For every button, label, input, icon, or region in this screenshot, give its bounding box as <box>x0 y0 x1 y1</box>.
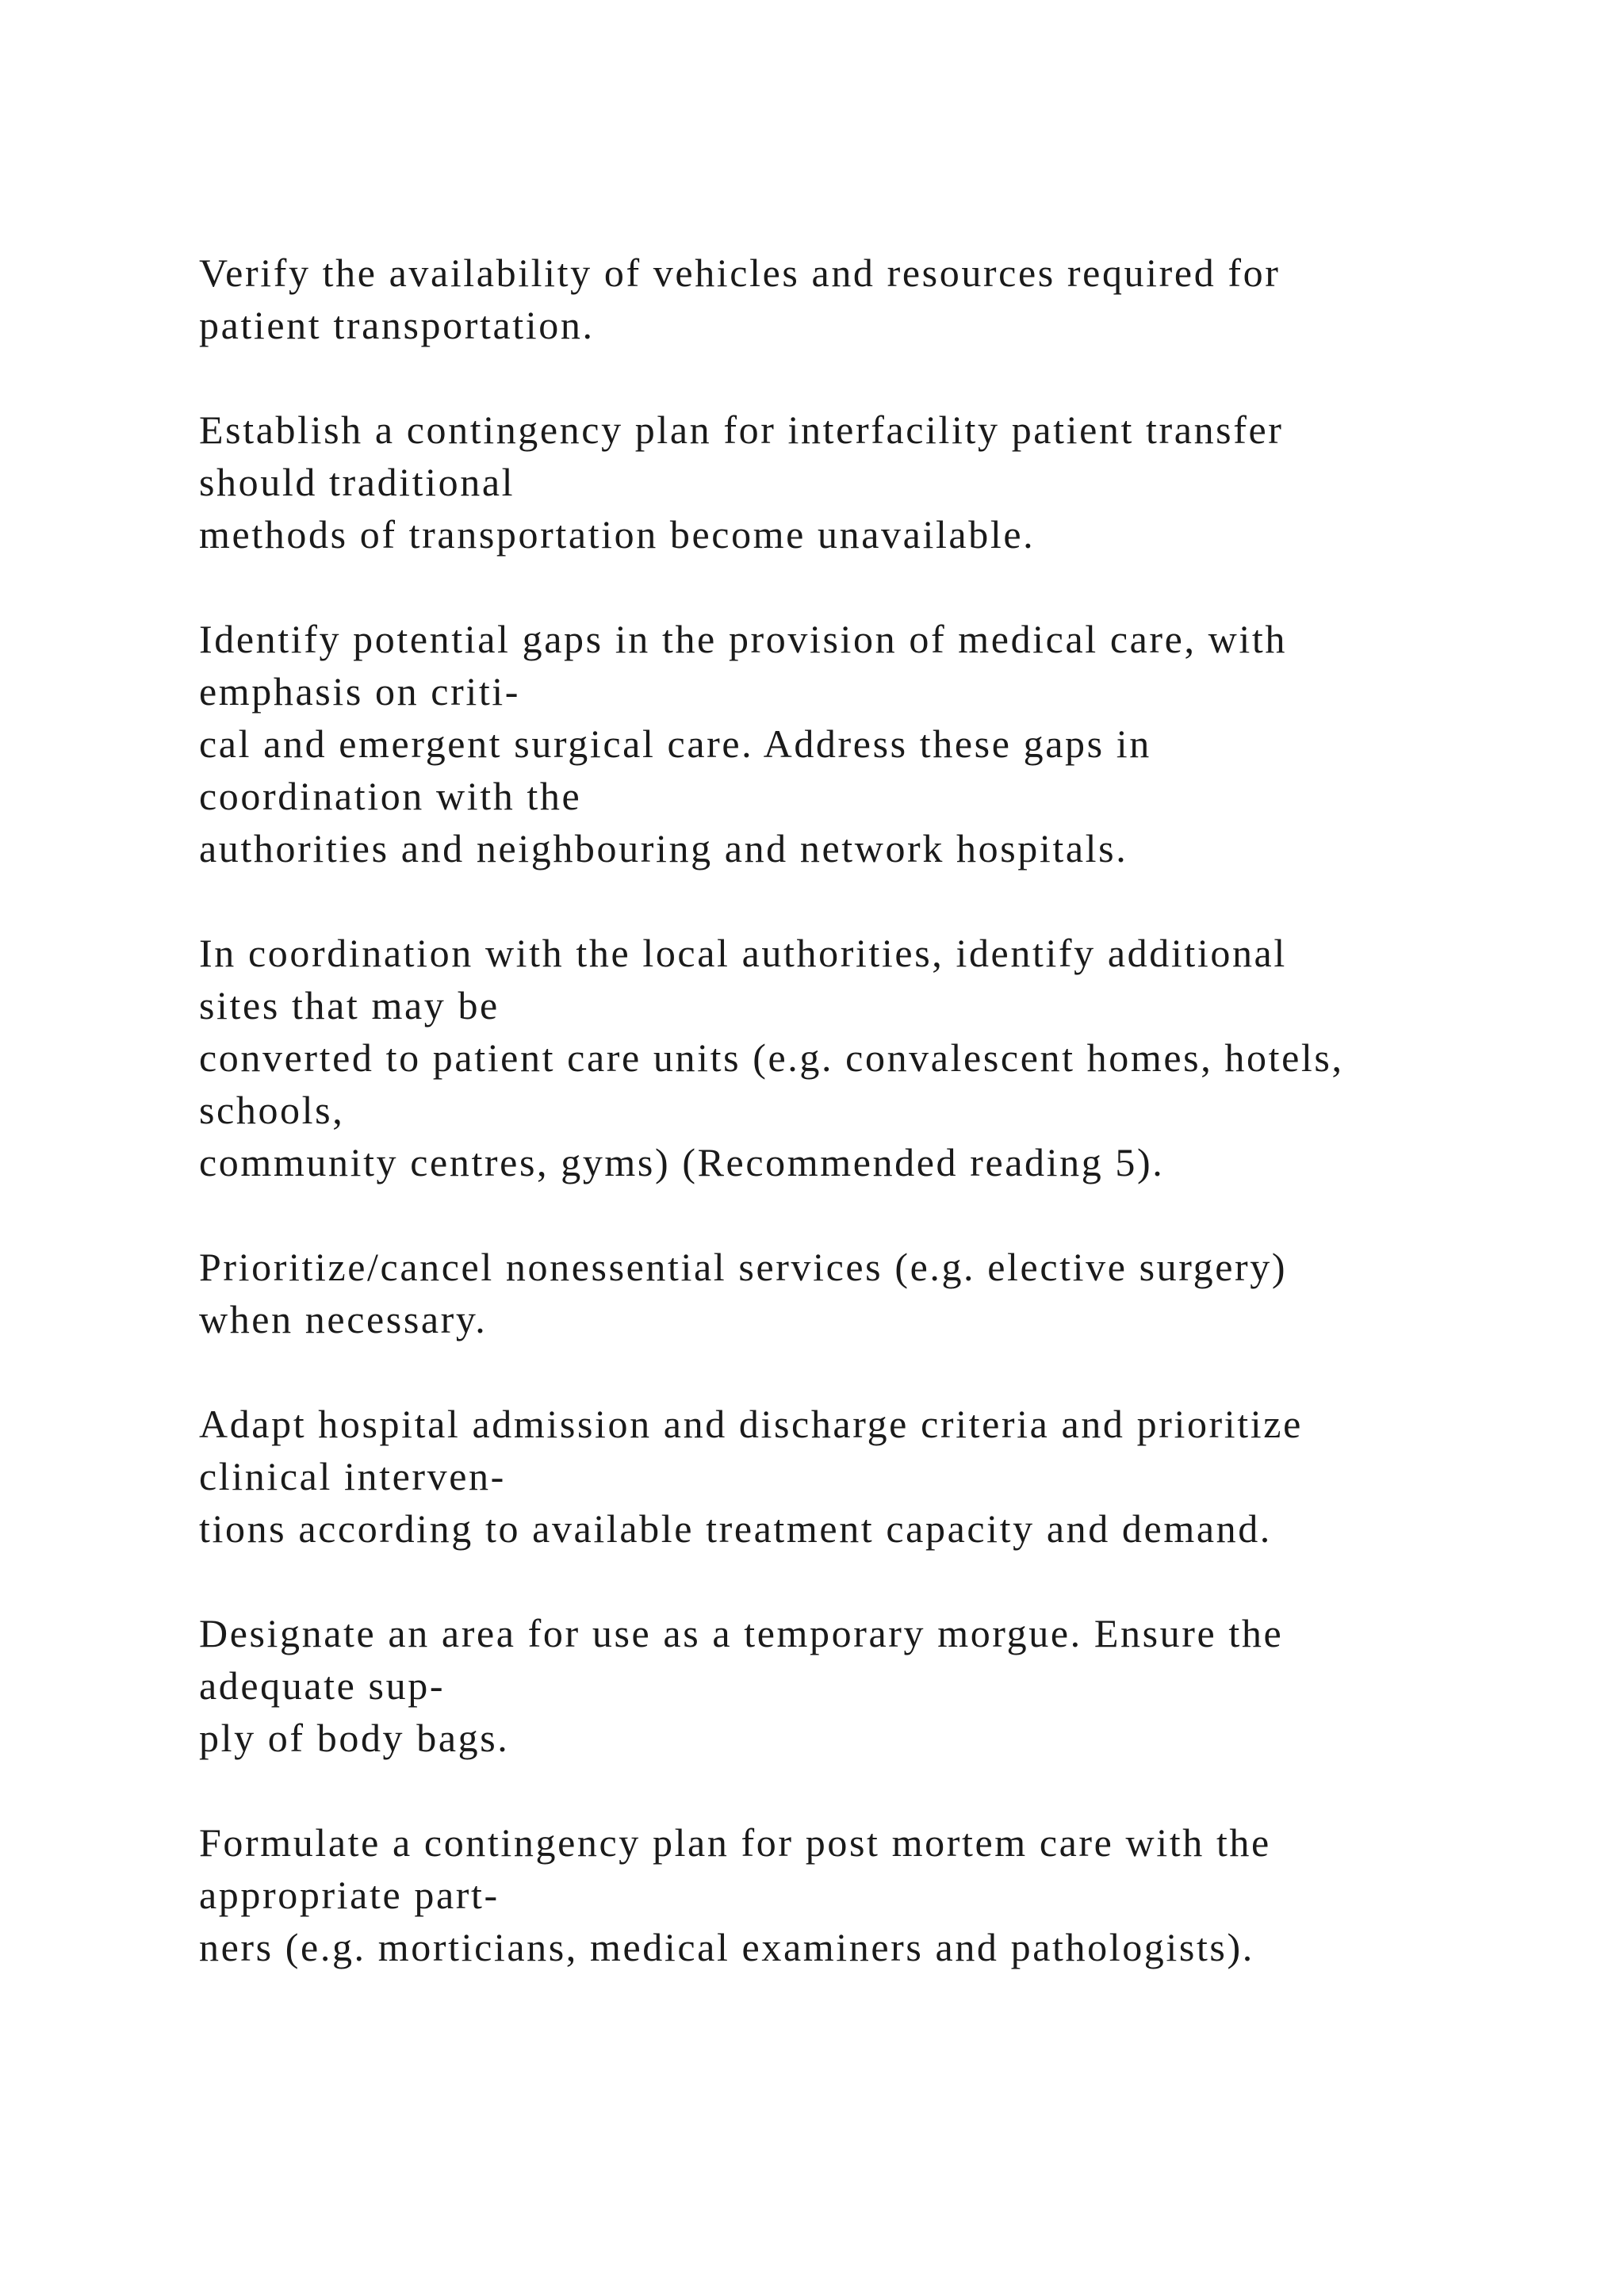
paragraph-temporary-morgue <box>199 1607 1547 1764</box>
paragraph-additional-sites <box>199 927 1547 1188</box>
paragraph-prioritize-services <box>199 1241 1547 1345</box>
text-line: schools, <box>199 1088 345 1132</box>
text-line: clinical interven- <box>199 1454 506 1498</box>
text-line: methods of transportation become unavailable. <box>199 512 1036 557</box>
text-line: Identify potential gaps in the provision of medical care, with <box>199 617 1287 661</box>
document-body <box>199 247 1547 2026</box>
text-line: Formulate a contingency plan for post mortem care with the <box>199 1820 1271 1865</box>
text-line: patient transportation. <box>199 303 595 347</box>
text-line: coordination with the <box>199 774 582 818</box>
text-line: should traditional <box>199 460 515 504</box>
text-line: authorities and neighbouring and network hospitals. <box>199 826 1128 871</box>
text-line: Verify the availability of vehicles and resources required for <box>199 251 1281 295</box>
text-line: Prioritize/cancel nonessential services (e.g. elective surgery) <box>199 1245 1288 1289</box>
text-line: converted to patient care units (e.g. convalescent homes, hotels, <box>199 1035 1344 1080</box>
text-line: community centres, gyms) (Recommended reading 5). <box>199 1140 1165 1184</box>
text-line: In coordination with the local authorities, identify additional <box>199 931 1287 975</box>
text-line: ners (e.g. morticians, medical examiners and pathologists). <box>199 1925 1254 1969</box>
text-line: tions according to available treatment capacity and demand. <box>199 1506 1272 1551</box>
text-line: Establish a contingency plan for interfacility patient transfer <box>199 408 1284 452</box>
text-line: ply of body bags. <box>199 1716 510 1760</box>
paragraph-care-gaps <box>199 613 1547 874</box>
text-line: appropriate part- <box>199 1873 500 1917</box>
text-line: Designate an area for use as a temporary morgue. Ensure the <box>199 1611 1284 1655</box>
text-line: emphasis on criti- <box>199 669 521 714</box>
text-line: adequate sup- <box>199 1663 446 1708</box>
text-line: cal and emergent surgical care. Address these gaps in <box>199 721 1151 766</box>
text-line: sites that may be <box>199 983 500 1027</box>
paragraph-post-mortem-care <box>199 1816 1547 1973</box>
paragraph-transfer-contingency <box>199 404 1547 561</box>
text-line: Adapt hospital admission and discharge criteria and prioritize <box>199 1402 1303 1446</box>
text-line: when necessary. <box>199 1297 488 1341</box>
paragraph-vehicle-availability <box>199 247 1547 351</box>
paragraph-admission-criteria <box>199 1398 1547 1555</box>
